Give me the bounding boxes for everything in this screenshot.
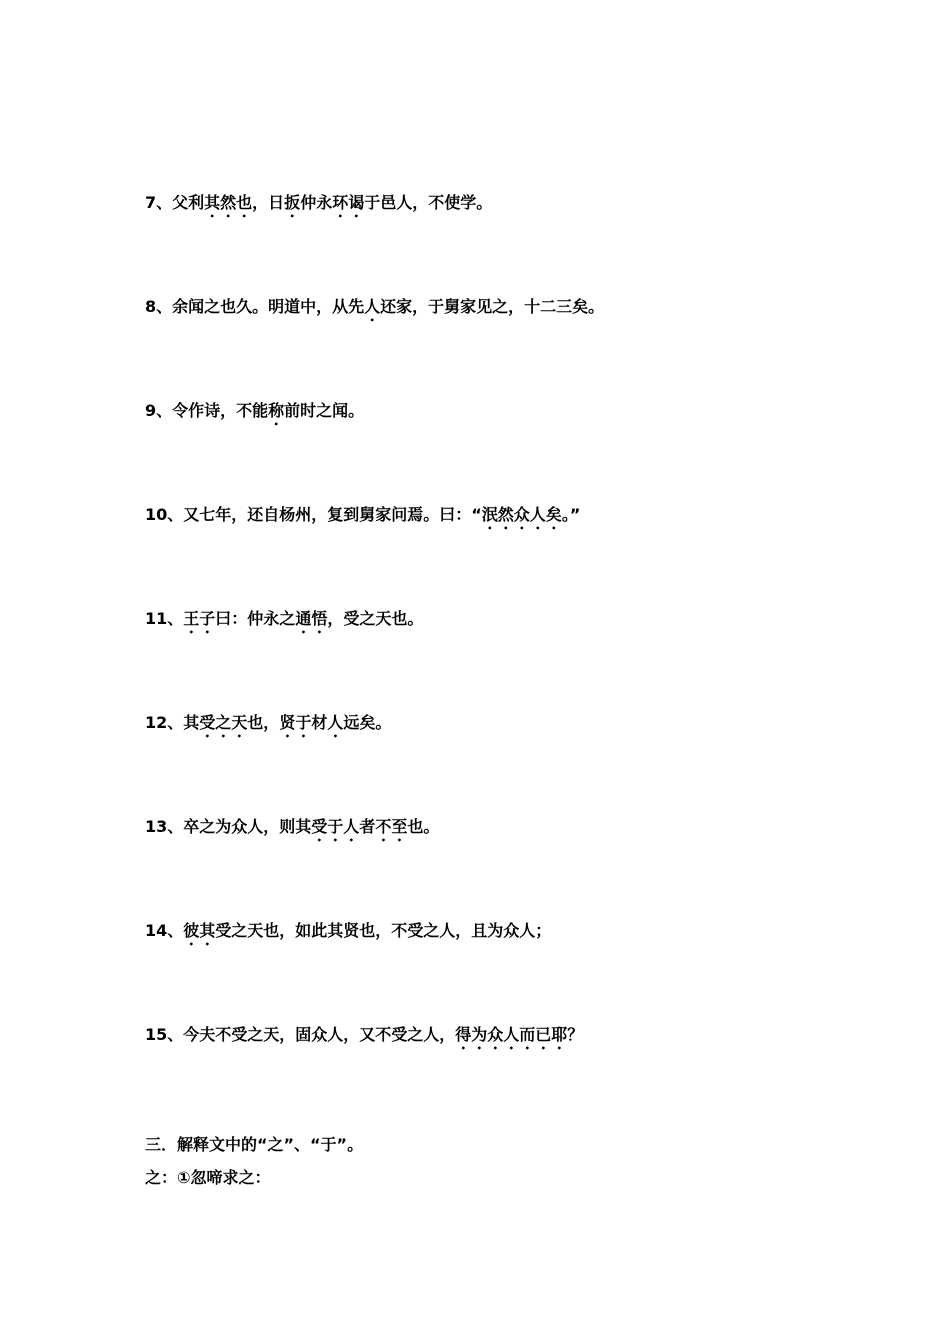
question-13 — [145, 816, 439, 845]
question-text: 10、又七年，还自杨州，复到舅家问焉。曰：“ — [145, 505, 482, 524]
question-text: ？ — [567, 1025, 584, 1044]
question-text: 12、其 — [145, 713, 200, 732]
question-text: 也。 — [407, 817, 440, 836]
question-7 — [145, 192, 492, 221]
section-3-line-1: 之：①忽啼求之： — [145, 1168, 271, 1187]
question-text: 于邑人，不使学。 — [364, 193, 493, 212]
question-8 — [145, 296, 604, 325]
question-text: ，日 — [252, 193, 285, 212]
question-text: 曰：仲永之 — [215, 609, 296, 628]
question-text: 前时之闻。 — [284, 401, 365, 420]
question-text: 14、 — [145, 921, 184, 940]
emphasized-text: 不至 — [375, 817, 408, 836]
question-text: 受之天也，如此其贤也，不受之人，且为众人； — [215, 921, 552, 940]
question-text: 15、今夫不受之天，固众人，又不受之人， — [145, 1025, 456, 1044]
emphasized-text: 人 — [364, 297, 381, 316]
question-15 — [145, 1024, 583, 1053]
question-text: 9、令作诗，不能 — [145, 401, 269, 420]
emphasized-text: 泯然众人矣 — [481, 505, 562, 524]
emphasized-text: 受之天 — [199, 713, 248, 732]
question-9 — [145, 400, 364, 429]
question-text: 7、父利 — [145, 193, 205, 212]
question-text: 还家，于舅家见之，十二三矣。 — [380, 297, 605, 316]
emphasized-text: 贤于 — [279, 713, 312, 732]
question-text: 仲永 — [300, 193, 333, 212]
emphasized-text: 得为众人而已耶 — [455, 1025, 568, 1044]
question-11 — [145, 608, 423, 637]
question-12 — [145, 712, 391, 741]
question-text: 材 — [311, 713, 328, 732]
emphasized-text: 环谒 — [332, 193, 365, 212]
question-text: 11、 — [145, 609, 184, 628]
question-text: 13、卒之为众人，则其 — [145, 817, 312, 836]
emphasized-text: 人 — [327, 713, 344, 732]
emphasized-text: 王子 — [183, 609, 216, 628]
question-text: 者 — [359, 817, 376, 836]
question-text: 远矣。 — [343, 713, 392, 732]
section-3-heading: 三．解释文中的“之”、“于”。 — [145, 1135, 364, 1154]
question-10 — [145, 504, 580, 533]
emphasized-text: 通悟 — [295, 609, 328, 628]
emphasized-text: 扳 — [284, 193, 301, 212]
question-text: 。” — [561, 505, 581, 524]
question-text: ，受之天也。 — [327, 609, 424, 628]
emphasized-text: 称 — [268, 401, 285, 420]
question-text: 8、余闻之也久。明道中，从先 — [145, 297, 365, 316]
emphasized-text: 受于人 — [311, 817, 360, 836]
emphasized-text: 彼其 — [183, 921, 216, 940]
question-text: 也， — [247, 713, 280, 732]
question-14 — [145, 920, 551, 949]
emphasized-text: 其然也 — [204, 193, 253, 212]
